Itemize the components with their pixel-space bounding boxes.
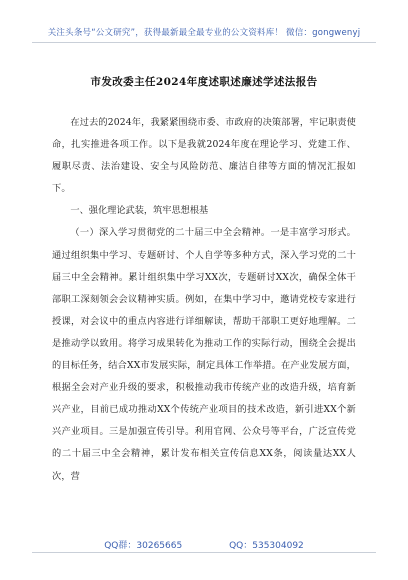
section-paragraph: （一）深入学习贯彻党的二十届三中全会精神。一是丰富学习形式。通过组织集中学习、专题研讨、个人自学等多种方式，深入学习党的二十届三中全会精神。累计组织集中学习XX次，专题研讨XX次，确保全体干部职工深刻领会会议精神实质。例如，在集中学习中，邀请党校专家进行授课，对会议中的重点内容进行详细解读，帮助干部职工更好地理解。二是推动学以致用。将学习成果转化为推动工作的实际行动，围绕全会提出的目标任务，结合XX市发展实际，制定具体工作举措。在产业发展方面，根据全会对产业升级的要求，积极推动我市传统产业的改造升级，培育新兴产业，目前已成功推动XX个传统产业项目的技术改造，新引进XX个新兴产业项目。三是加强宣传引导。利用官网、公众号等平台，广泛宣传党的二十届三中全会精神，累计发布相关宣传信息XX条，阅读量达XX人次，营 bbox=[52, 227, 356, 482]
qq-number: QQ：535304092 bbox=[229, 541, 304, 551]
section-heading: 一、强化理论武装，筑牢思想根基 bbox=[70, 205, 209, 217]
intro-paragraph: 在过去的2024年，我紧紧围绕市委、市政府的决策部署，牢记职责使命，扎实推进各项工作。以下是我就2024年度在理论学习、党建工作、履职尽责、法治建设、安全与风险防范、廉洁自律等方面的情况汇报如下。 bbox=[52, 117, 356, 195]
document-body bbox=[52, 112, 356, 488]
header-divider bbox=[32, 42, 376, 43]
footer-contacts bbox=[0, 538, 408, 551]
qq-group-number: QQ群：30265665 bbox=[104, 541, 183, 551]
header-promo-note: 关注头条号“公文研究”，获得最新最全最专业的公文资料库！ 微信：gongwenyj bbox=[47, 28, 361, 38]
document-title: 市发改委主任2024年度述职述廉述学述法报告 bbox=[90, 76, 318, 88]
footer-divider bbox=[32, 552, 376, 553]
